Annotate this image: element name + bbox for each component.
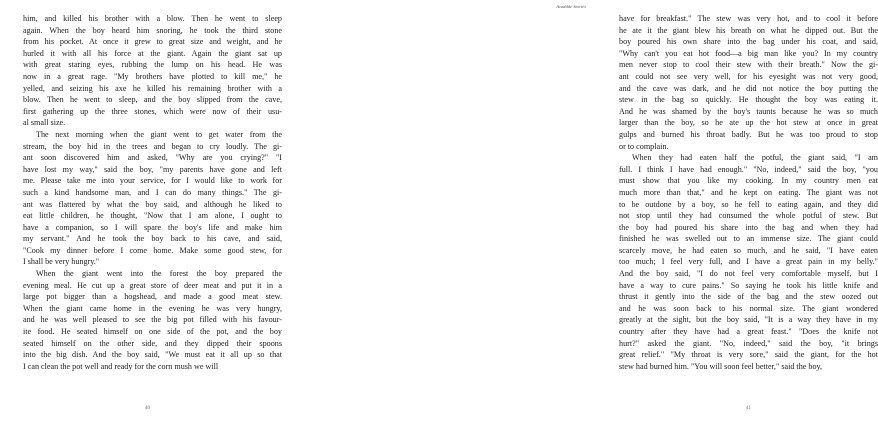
text-line: again. When the boy heard him snoring, he took the third stone bbox=[23, 25, 282, 35]
text-line: greatly at the sight, but the boy said, "It is a way they have in my bbox=[619, 315, 878, 325]
text-line: much more than that," and he kept on eating. The giant was not bbox=[619, 187, 878, 197]
text-line: and he was soon back to his normal size. The giant wondered bbox=[619, 303, 878, 313]
text-line: seated himself on the other side, and they dipped their spoons bbox=[23, 338, 282, 348]
left-page-text bbox=[23, 13, 282, 372]
text-line: large pot bigger than a hogshead, and made a good meat stew. bbox=[23, 292, 282, 302]
text-line: with great staring eyes, rubbing the lump on his head. He was bbox=[23, 60, 282, 70]
text-line: ant could not see very well, for his eyesight was not very good, bbox=[619, 71, 878, 81]
text-line: blow. Then he went to sleep, and the boy slipped from the cave, bbox=[23, 95, 282, 105]
text-line: have lost my way," said the boy, "my parents have gone and left bbox=[23, 164, 282, 174]
text-line: I shall be very hungry." bbox=[23, 257, 100, 267]
text-line: the boy had poured his share into the bag and when they had bbox=[619, 222, 878, 232]
text-line: from his pocket. At once it grew to great size and weight, and he bbox=[23, 37, 282, 47]
text-line: great relief." "My throat is very sore," said the giant, for the hot bbox=[619, 350, 878, 360]
page-number-left: 40 bbox=[145, 406, 150, 411]
text-line: stew had burned him. "You will soon feel better," said the boy, bbox=[619, 361, 823, 371]
text-line: ite food. He seated himself on one side of the pot, and the boy bbox=[23, 327, 282, 337]
text-line: al small size. bbox=[23, 118, 66, 128]
text-line: have a way to cure pains." So saying he took his little knife and bbox=[619, 280, 878, 290]
text-line: country after they have had a great feast." "Does the knife not bbox=[619, 327, 878, 337]
text-line: When the giant came home in the evening he was very hungry, bbox=[23, 303, 282, 313]
running-head: Avaddde Stories bbox=[556, 4, 586, 9]
text-line: stream, the boy hid in the trees and began to cry loudly. The gi- bbox=[23, 141, 282, 151]
text-line: me. Please take me into your service, for I would like to work for bbox=[23, 176, 282, 186]
text-line: scarcely move, he had eaten so much, and he said, "I have eaten bbox=[619, 245, 878, 255]
text-line: yelled, and seizing his axe he killed his remaining brother with a bbox=[23, 83, 282, 93]
text-line: And he was shamed by the boy's taunts because he was so much bbox=[619, 106, 878, 116]
text-line: "Why can't you eat hot food—a big man like you? In my country bbox=[619, 48, 878, 58]
right-page bbox=[300, 0, 878, 424]
text-line: into the big dish. And the boy said, "We must eat it all up so that bbox=[23, 350, 282, 360]
text-line: The next morning when the giant went to get water from the bbox=[36, 129, 282, 139]
page-number-right: 41 bbox=[746, 406, 751, 411]
text-line: I can clean the pot well and ready for the corn mush we will bbox=[23, 361, 219, 371]
text-line: first gathering up the three stones, which were now of their usu- bbox=[23, 106, 282, 116]
text-line: not stop until they had consumed the whole potful of stew. But bbox=[619, 211, 878, 221]
text-line: hurt?" asked the giant. "No, indeed," said the boy, "it brings bbox=[619, 338, 878, 348]
text-line: When the giant went into the forest the boy prepared the bbox=[36, 269, 282, 279]
text-line: eat little children, he thought, "Now that I am alone, I ought to bbox=[23, 211, 282, 221]
text-line: and he was well pleased to see the big pot filled with his favour- bbox=[23, 315, 282, 325]
text-line: And the boy said, "I do not feel very comfortable myself, but I bbox=[619, 269, 878, 279]
text-line: have for breakfast." The stew was very hot, and to cool it before bbox=[619, 14, 878, 23]
text-line: have a companion, so I will spare the boy's life and make him bbox=[23, 222, 282, 232]
text-line: or to complain. bbox=[619, 141, 669, 151]
text-line: now in a great rage. "My brothers have plotted to kill me," he bbox=[23, 71, 282, 81]
text-line: evening meal. He cut up a great store of deer meat and put it in a bbox=[23, 280, 282, 290]
text-line: such a kind handsome man, and I can do many things." The gi- bbox=[23, 187, 282, 197]
text-line: thrust it gently into the side of the bag and the stew oozed out bbox=[619, 292, 878, 302]
text-line: he ate it the giant blew his breath on what he dipped out. But the bbox=[619, 25, 878, 35]
text-line: to be outdone by a boy, so he fell to eating again, and they did bbox=[619, 199, 878, 209]
text-line: men never stop to cool their stew with their breath." Now the gi- bbox=[619, 60, 878, 70]
text-line: ant soon discovered him and asked, "Why are you crying?" "I bbox=[23, 153, 282, 163]
text-line: gulps and burned his throat badly. But he was too proud to stop bbox=[619, 129, 878, 139]
text-line: and the cave was dark, and he did not notice the boy putting the bbox=[619, 83, 878, 93]
right-page-text bbox=[619, 13, 878, 372]
text-line: "Cook my dinner before I come home. Make some good stew, for bbox=[23, 245, 282, 255]
text-line: too much; I feel very full, and I have a great pain in my belly." bbox=[619, 257, 878, 267]
text-line: finished he was swelled out to an immense size. The giant could bbox=[619, 234, 878, 244]
left-page bbox=[0, 0, 300, 424]
text-line: full. I think I have had enough." "No, indeed," said the boy, "you bbox=[619, 164, 878, 174]
text-line: larger than the boy, so he ate up the hot stew at once in great bbox=[619, 118, 878, 128]
text-line: ant was flattered by what the boy said, and although he liked to bbox=[23, 199, 282, 209]
text-line: must show that you like my cooking. In my country men eat bbox=[619, 176, 878, 186]
text-line: hurled it with all his force at the giant. Again the giant sat up bbox=[23, 48, 282, 58]
text-line: him, and killed his brother with a blow. Then he went to sleep bbox=[23, 14, 282, 23]
text-line: boy poured his own share into the bag under his coat, and said, bbox=[619, 37, 878, 47]
text-line: stew in the bag so quickly. He thought the boy was eating it. bbox=[619, 95, 878, 105]
text-line: When they had eaten half the potful, the giant said, "I am bbox=[632, 153, 878, 163]
text-line: my servant." And he took the boy back to his cave, and said, bbox=[23, 234, 282, 244]
